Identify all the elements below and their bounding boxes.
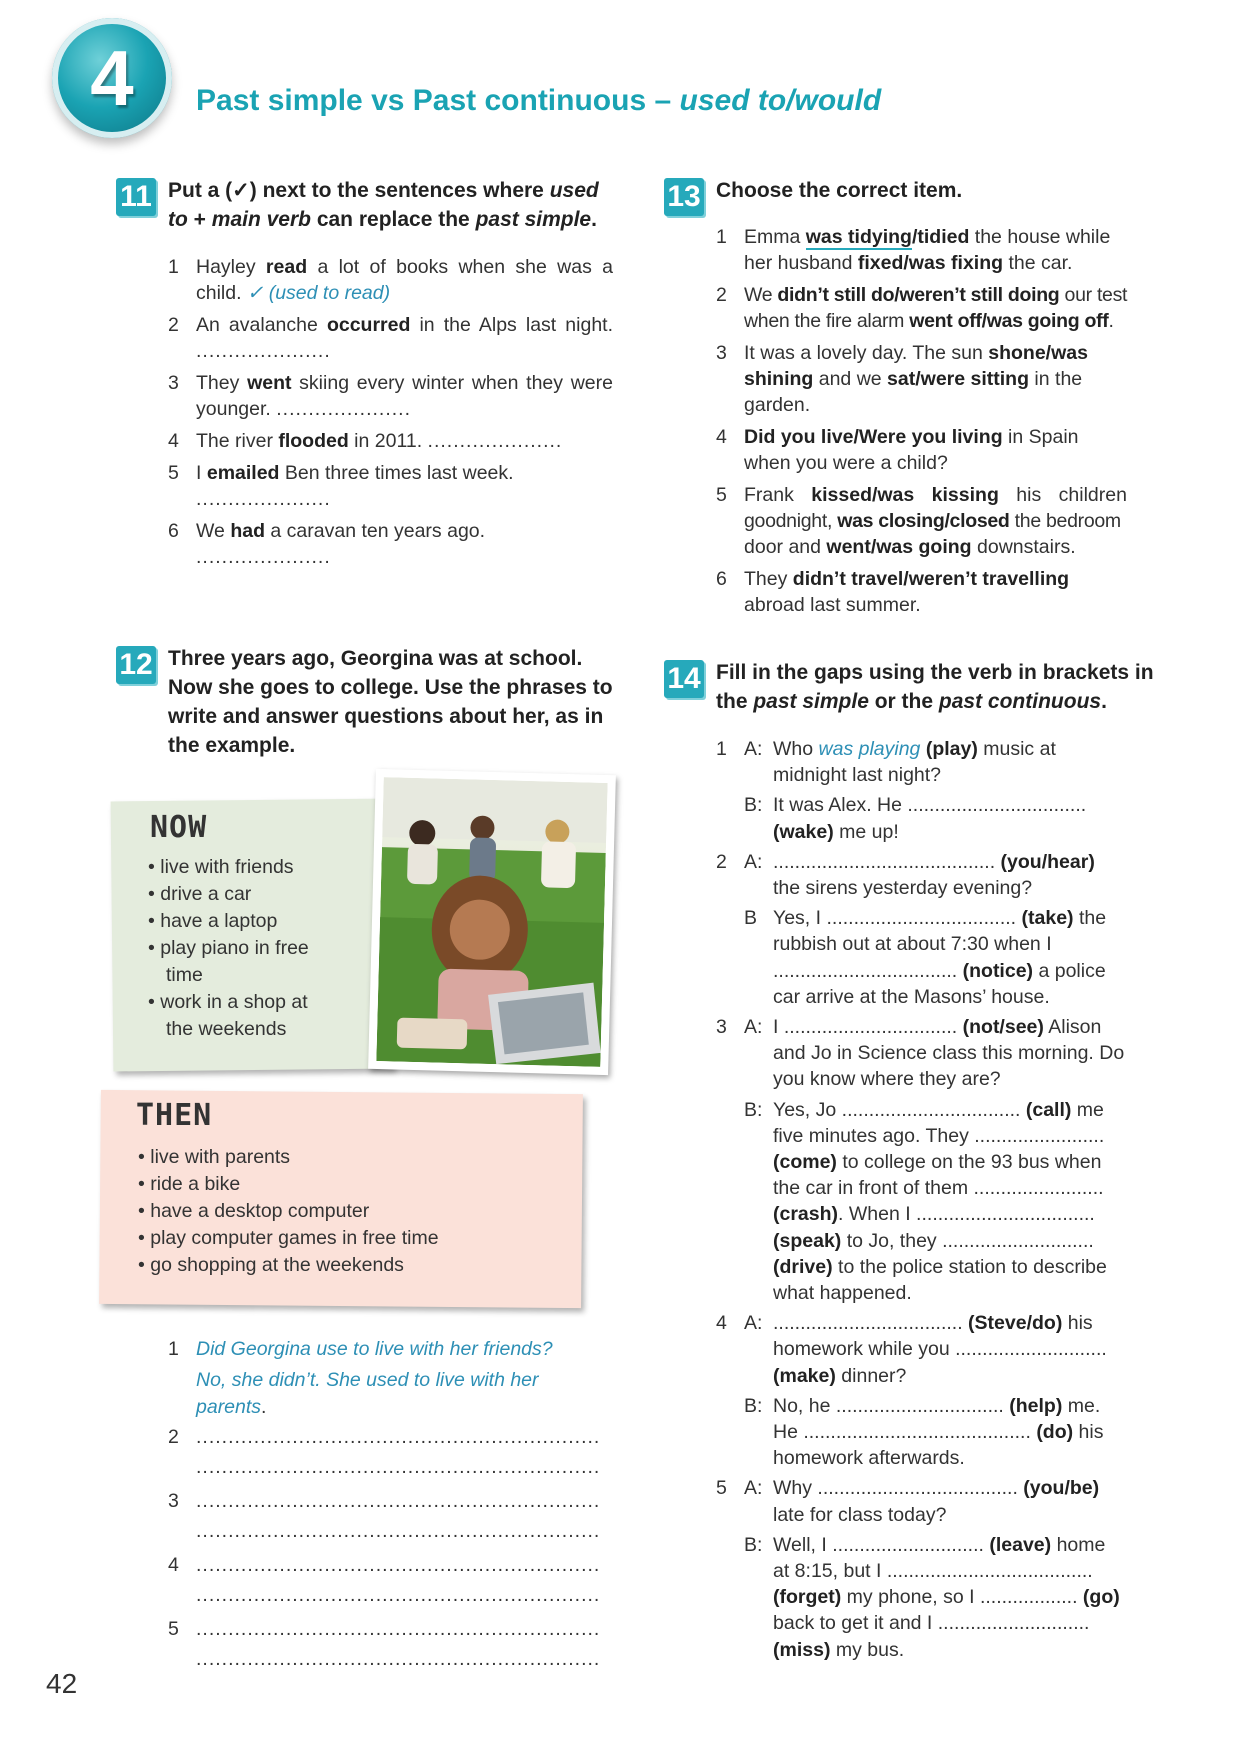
ex12-answer-line: 5 ............................................................... ............................................................... [168, 1618, 601, 1670]
ex14-text: (miss) my bus. [773, 1638, 905, 1661]
ex14-text: I ................................ (not/see) Alison [773, 1016, 1102, 1038]
ex14-text: Who was playing (play) music at [773, 738, 1056, 760]
ex14-text: you know where they are? [773, 1068, 1001, 1091]
ex12-answer-line: 4 ............................................................... ............................................................... [168, 1554, 601, 1606]
ex14-line [716, 849, 1161, 875]
ex14-line [716, 736, 1161, 762]
ex14-text: (make) dinner? [773, 1364, 907, 1387]
now-item: • have a laptop [148, 910, 278, 932]
then-title: THEN [136, 1098, 213, 1133]
ex13-item: 6 They didn’t travel/weren’t travelling abroad last summer. [716, 568, 1070, 616]
answer-example: ✓ (used to read) [246, 282, 391, 304]
ex12-answer-line: 3 ............................................................... ............................................................... [168, 1490, 601, 1542]
now-item: the weekends [166, 1018, 287, 1040]
ex11-item: 6 We had a caravan ten years ago. ..................... [168, 520, 486, 568]
now-item: • drive a car [148, 883, 252, 905]
ex14-text: He .......................................... (do) his [773, 1421, 1104, 1443]
exercise-13-instruction: Choose the correct item. [716, 179, 963, 202]
ex14-text: ................................... (Steve/do) his [773, 1312, 1093, 1335]
ex14-text: (come) to college on the 93 bus when [773, 1151, 1102, 1173]
ex14-text: Why ..................................... (you/be) [773, 1477, 1100, 1500]
ex14-line [716, 1419, 1161, 1445]
ex14-number: 1 [716, 738, 727, 760]
ex11-item: 5 I emailed Ben three times last week. ..................... [168, 462, 514, 510]
ex14-line [716, 1254, 1161, 1280]
ex14-line [716, 875, 1161, 901]
then-item: • have a desktop computer [138, 1200, 370, 1222]
ex14-text: No, he ............................... (help) me. [773, 1394, 1101, 1417]
ex14-line [716, 1502, 1161, 1528]
ex14-text: rubbish out at about 7:30 when I [773, 933, 1052, 956]
ex14-speaker: A: [744, 850, 763, 873]
ex14-text: (speak) to Jo, they ............................ [773, 1229, 1094, 1252]
ex14-line [716, 1201, 1161, 1227]
ex14-line [716, 1610, 1161, 1636]
ex14-speaker: B: [744, 1098, 763, 1121]
ex14-number: 2 [716, 850, 727, 873]
ex14-text: and Jo in Science class this morning. Do [773, 1042, 1125, 1065]
ex14-line [716, 1393, 1161, 1419]
ex14-text: the car in front of them ........................ [773, 1177, 1104, 1200]
ex14-speaker: A: [744, 1312, 763, 1335]
ex14-text: what happened. [773, 1282, 912, 1304]
ex14-text: Yes, Jo ................................. (call) me [773, 1098, 1104, 1121]
now-item: • live with friends [148, 856, 294, 878]
ex14-line [716, 1097, 1161, 1123]
ex14-speaker: A: [744, 738, 763, 760]
ex14-speaker: B [744, 907, 758, 930]
ex14-text: five minutes ago. They ........................ [773, 1124, 1105, 1147]
exercise-11-number: 11 [116, 178, 156, 216]
ex14-line [716, 1475, 1161, 1501]
exercise-11-instruction: Put a (✓) next to the sentences where used to + main verb can replace the past simple. [168, 179, 599, 231]
ex14-text: It was Alex. He ................................. [773, 794, 1087, 817]
ex14-text: (crash). When I ................................. [773, 1203, 1095, 1226]
then-item: • go shopping at the weekends [138, 1254, 404, 1276]
now-item: time [166, 964, 203, 986]
unit-number: 4 [90, 34, 134, 122]
ex14-text: homework afterwards. [773, 1447, 965, 1470]
students-photo [368, 769, 616, 1075]
ex14-text: Yes, I ................................... (take) the [773, 907, 1107, 930]
ex14-speaker: B: [744, 1394, 763, 1417]
ex11-item: 4 The river flooded in 2011. ..................... [168, 430, 563, 452]
ex14-line [716, 1584, 1161, 1610]
exercise-13-number: 13 [664, 178, 704, 216]
ex14-text: homework while you ............................ [773, 1338, 1107, 1361]
ex11-item: 2 An avalanche occurred in the Alps last night. ..................... [168, 314, 614, 362]
ex13-item: 1 Emma was tidying/tidied the house while her husband fixed/was fixing the car. [716, 226, 1111, 274]
ex14-line [716, 1014, 1161, 1040]
ex11-item: 3 They went skiing every winter when they were younger. ..................... [168, 372, 613, 420]
ex14-speaker: B: [744, 1533, 763, 1556]
ex13-item: 3 It was a lovely day. The sun shone/was shining and we sat/were sitting in the garden. [716, 342, 1088, 416]
ex14-speaker: A: [744, 1477, 763, 1500]
ex14-line [716, 1532, 1161, 1558]
ex14-text: ......................................... (you/hear) [773, 850, 1095, 873]
ex14-line [716, 1445, 1161, 1471]
ex14-line [716, 931, 1161, 957]
ex14-number: 5 [716, 1477, 727, 1500]
ex14-line [716, 984, 1161, 1010]
ex14-number: 4 [716, 1312, 727, 1335]
ex14-speaker: A: [744, 1016, 763, 1038]
ex14-line [716, 1228, 1161, 1254]
ex12-answer-line: 2 ............................................................... ............................................................... [168, 1426, 601, 1478]
ex14-line [716, 1066, 1161, 1092]
ex14-line [716, 905, 1161, 931]
now-title: NOW [150, 810, 208, 845]
ex14-line [716, 1558, 1161, 1584]
ex14-line [716, 958, 1161, 984]
ex14-line [716, 1310, 1161, 1336]
ex14-line [716, 1637, 1161, 1663]
ex14-line [716, 819, 1161, 845]
then-item: • play computer games in free time [138, 1227, 439, 1249]
ex13-item: 5 Frank kissed/was kissing his children goodnight, was closing/closed the bedroom door and went/was going downstairs. [716, 484, 1127, 558]
ex14-line [716, 1123, 1161, 1149]
exercise-14-instruction: Fill in the gaps using the verb in brackets in the past simple or the past continuous. [716, 661, 1154, 713]
ex14-text: back to get it and I ............................ [773, 1612, 1090, 1635]
page-number: 42 [46, 1668, 78, 1699]
then-item: • live with parents [138, 1146, 291, 1168]
exercise-14-number: 14 [664, 660, 704, 698]
ex14-line [716, 1149, 1161, 1175]
now-item: • work in a shop at [148, 991, 308, 1013]
ex14-speaker: B: [744, 794, 763, 817]
ex12-example-answer: No, she didn’t. She used to live with her [196, 1369, 539, 1391]
ex14-line [716, 1336, 1161, 1362]
ex14-line [716, 1363, 1161, 1389]
ex14-text: late for class today? [773, 1503, 947, 1526]
ex14-text: car arrive at the Masons’ house. [773, 985, 1050, 1008]
ex14-line [716, 1175, 1161, 1201]
ex11-item: 1 Hayley read a lot of books when she was a child. ✓ (used to read) [168, 256, 613, 304]
ex14-text: at 8:15, but I ...................................... [773, 1560, 1093, 1582]
ex14-line [716, 792, 1161, 818]
now-item: • play piano in free [148, 937, 309, 959]
ex14-text: .................................. (notice) a police [773, 959, 1106, 982]
ex14-line [716, 1280, 1161, 1306]
page-title: Past simple vs Past continuous – used to/would [196, 84, 882, 117]
ex12-example-answer-end: parents. [196, 1396, 267, 1418]
ex14-text: the sirens yesterday evening? [773, 877, 1033, 899]
ex14-text: (drive) to the police station to describe [773, 1255, 1107, 1278]
ex14-line [716, 762, 1161, 788]
ex14-text: (wake) me up! [773, 820, 899, 843]
exercise-12-number: 12 [116, 646, 156, 684]
ex14-line [716, 1040, 1161, 1066]
ex12-example-question: 1 Did Georgina use to live with her friends? [168, 1338, 553, 1360]
ex13-item: 4 Did you live/Were you living in Spain when you were a child? [716, 426, 1079, 474]
ex14-text: midnight last night? [773, 764, 942, 787]
ex13-item: 2 We didn’t still do/weren’t still doing our test when the fire alarm went off/was going off. [716, 284, 1128, 332]
then-item: • ride a bike [138, 1173, 241, 1195]
ex14-text: (forget) my phone, so I .................. (go) [773, 1586, 1120, 1609]
ex14-text: Well, I ............................ (leave) home [773, 1533, 1106, 1556]
ex14-number: 3 [716, 1016, 727, 1038]
exercise-12-instruction: Three years ago, Georgina was at school. Now she goes to college. Use the phrases to write and answer questions about her, as in the example. [168, 647, 613, 757]
